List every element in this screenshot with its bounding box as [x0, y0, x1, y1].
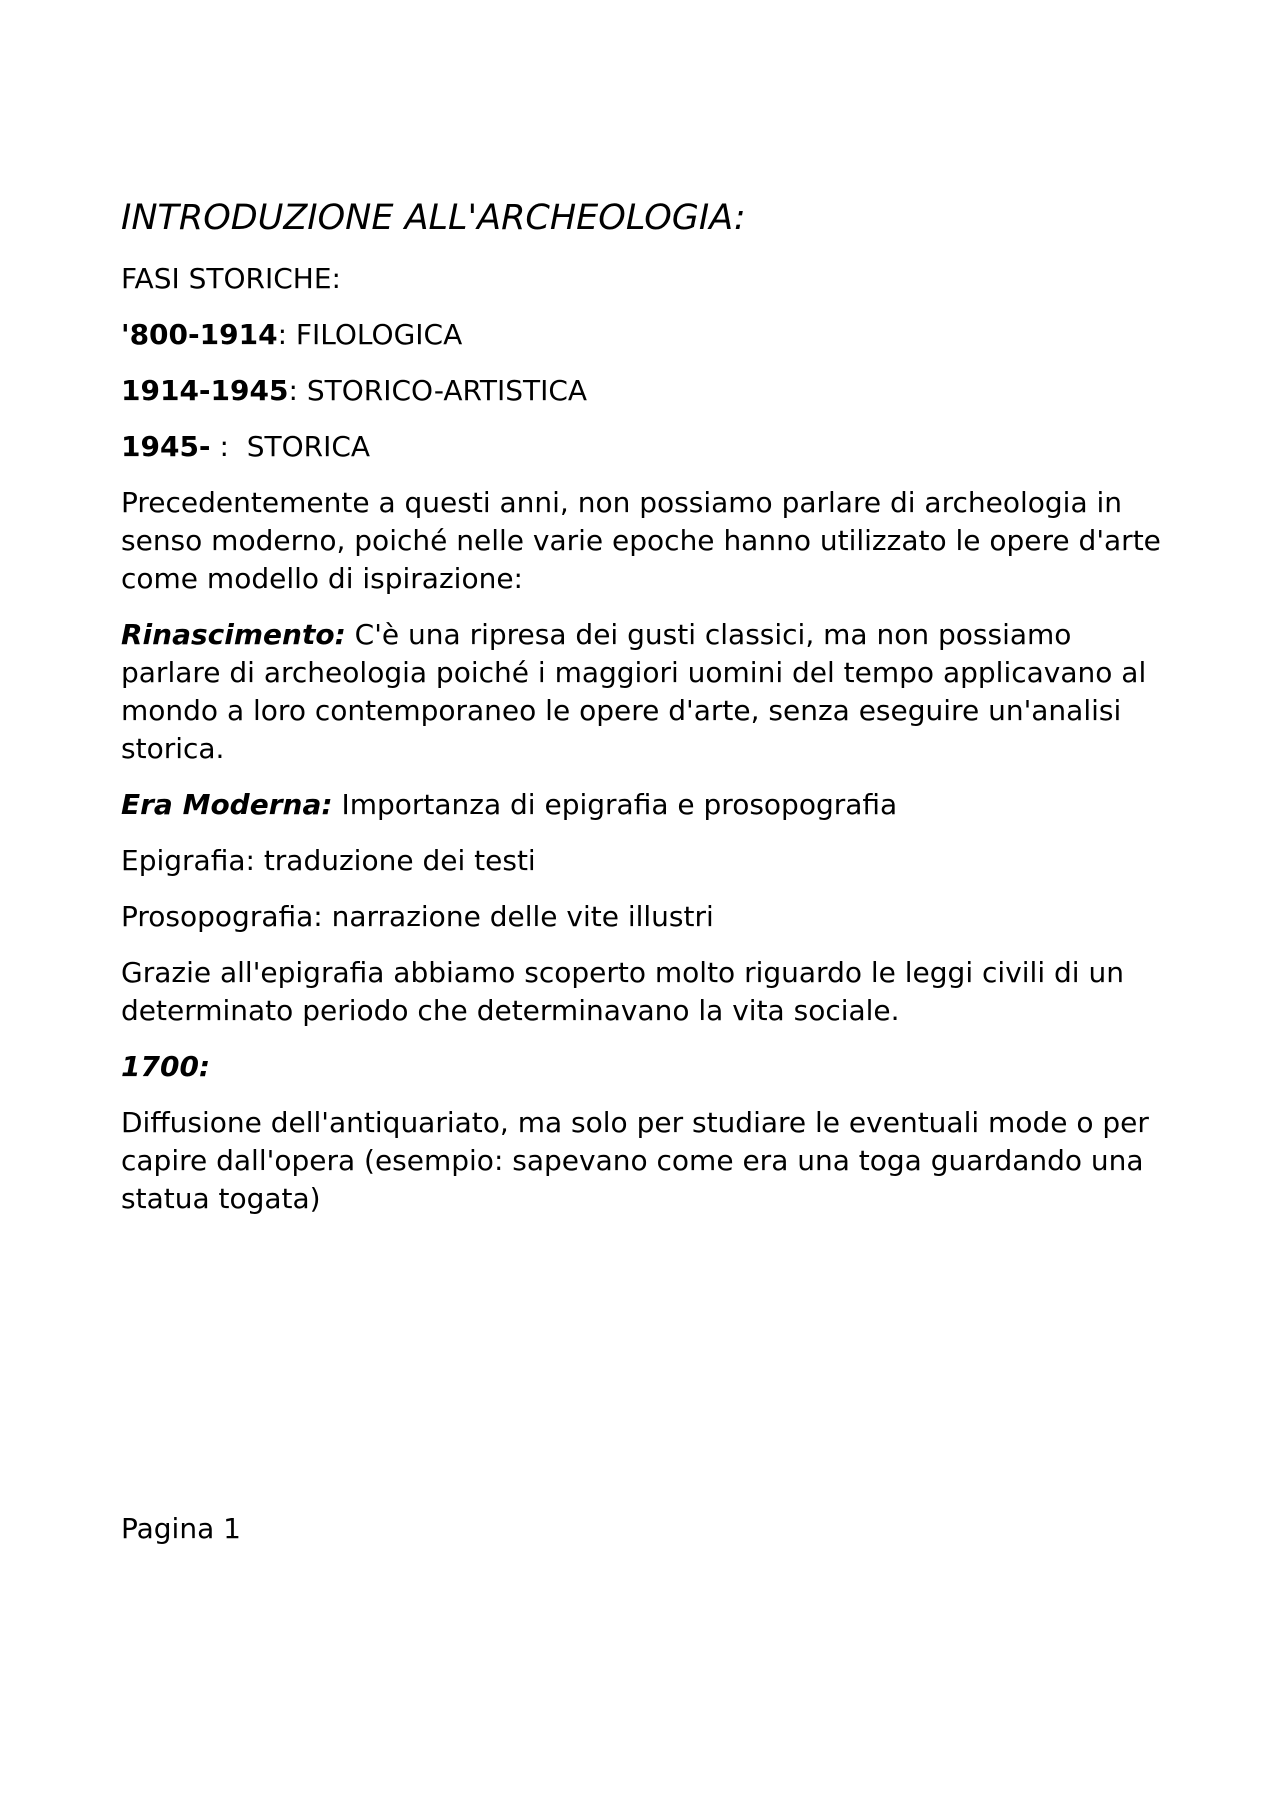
rinascimento-label: Rinascimento: [121, 618, 346, 651]
phase-separator: : [277, 318, 296, 351]
year-1700-heading: 1700: [121, 1050, 211, 1083]
paragraph-1700: Diffusione dell'antiquariato, ma solo per studiare le eventuali mode o per capire dall'opera (esempio: sapevano come era una toga guardando una statua togata) [121, 1106, 1149, 1215]
prosopografia-definition: Prosopografia: narrazione delle vite illustri [121, 900, 714, 933]
era-moderna-paragraph [121, 786, 1171, 824]
document-body [121, 192, 1171, 1236]
phase-separator: : [288, 374, 307, 407]
page-number: Pagina 1 [121, 1512, 241, 1545]
era-moderna-label: Era Moderna: [121, 788, 333, 821]
rinascimento-paragraph [121, 616, 1171, 768]
phase-name: STORICO-ARTISTICA [306, 374, 588, 407]
phase-storico-artistica [121, 372, 1171, 410]
era-moderna-text: Importanza di epigrafia e prosopografia [332, 788, 898, 821]
phase-years: 1914-1945 [121, 374, 289, 407]
phase-years: '800-1914 [121, 318, 278, 351]
epigrafia-paragraph: Grazie all'epigrafia abbiamo scoperto molto riguardo le leggi civili di un determinato periodo che determinavano la vita sociale. [121, 956, 1124, 1027]
phase-name: STORICA [246, 430, 371, 463]
phase-name: FILOLOGICA [295, 318, 463, 351]
phases-heading: FASI STORICHE: [121, 262, 341, 295]
phase-filologica [121, 316, 1171, 354]
phase-years: 1945- [121, 430, 211, 463]
rinascimento-text: C'è una ripresa dei gusti classici, ma non possiamo parlare di archeologia poiché i maggiori uomini del tempo applicavano al mondo a loro contemporaneo le opere d'arte, senza eseguire un'analisi storica. [121, 618, 1147, 765]
phase-storica [121, 428, 1171, 466]
intro-paragraph: Precedentemente a questi anni, non possiamo parlare di archeologia in senso moderno, poiché nelle varie epoche hanno utilizzato le opere d'arte come modello di ispirazione: [121, 486, 1161, 595]
document-title: INTRODUZIONE ALL'ARCHEOLOGIA: [121, 198, 746, 238]
phase-separator: : [210, 430, 247, 463]
epigrafia-definition: Epigrafia: traduzione dei testi [121, 844, 536, 877]
